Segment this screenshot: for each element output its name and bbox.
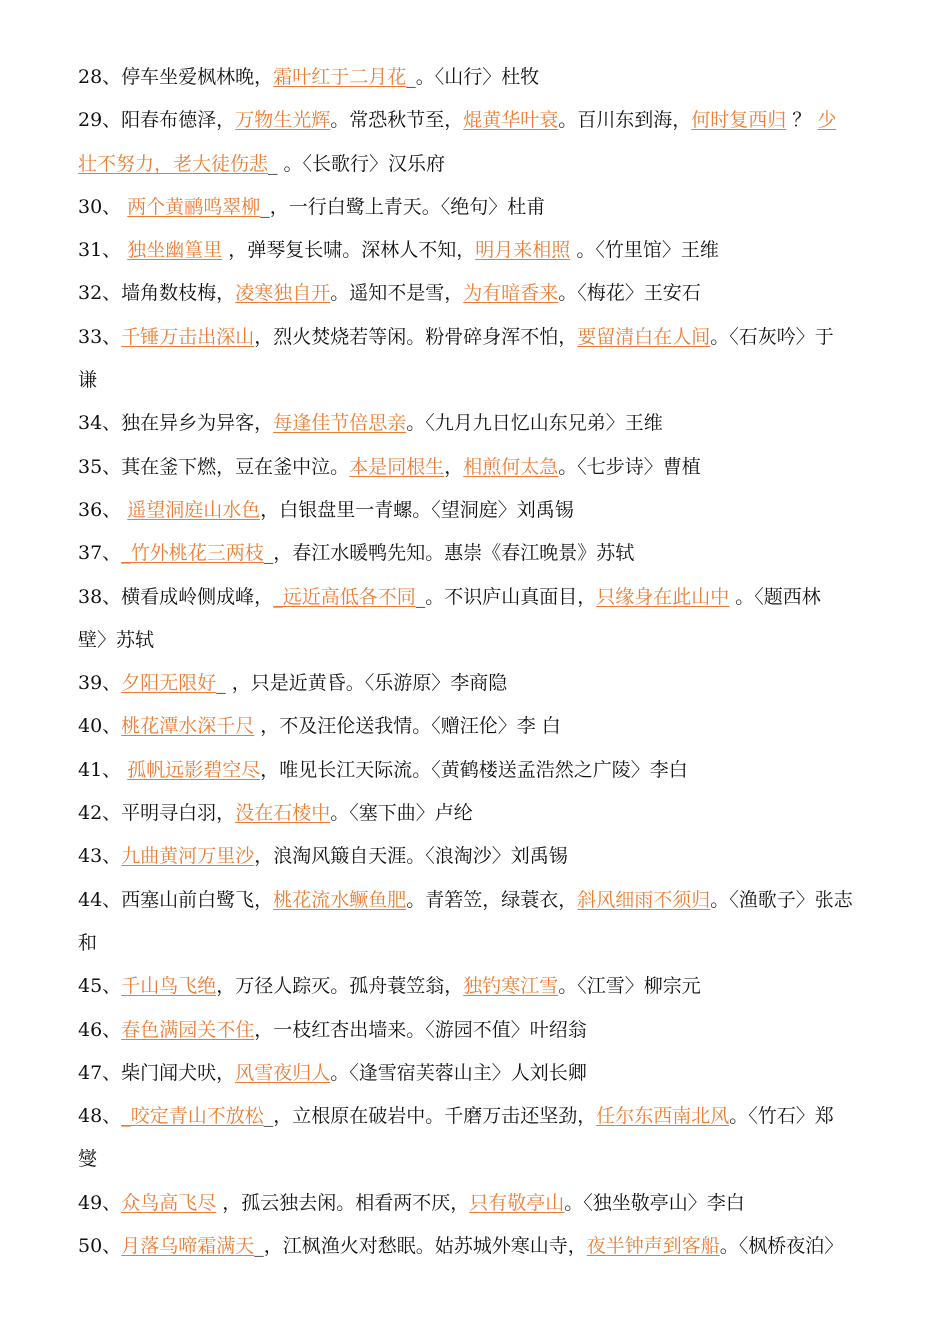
- poem-text: ，: [444, 455, 464, 478]
- answer-text: _远近高低各不同: [273, 585, 416, 608]
- poem-text: ，烈火焚烧若等闲。粉骨碎身浑不怕，: [254, 325, 578, 348]
- poem-text: 。青箬笠，绿蓑衣，: [406, 888, 578, 911]
- poem-text: 。常恐秋节至，: [330, 109, 464, 132]
- poem-text: 31、: [78, 239, 128, 262]
- poem-text: 33、: [78, 325, 122, 348]
- poem-text: 49、: [78, 1191, 122, 1214]
- answer-text: 独钓寒江雪: [463, 975, 559, 998]
- poem-text: 。〈江雪〉柳宗元: [558, 975, 701, 998]
- answer-text: 月落乌啼霜满天: [121, 1235, 255, 1258]
- document-line: [78, 316, 920, 359]
- poem-text: 37、: [78, 542, 122, 565]
- poem-text: _ ，只是近黄昏。〈乐游原〉李商隐: [216, 672, 508, 695]
- answer-text: 壮不努力，老大徒伤悲: [78, 152, 269, 175]
- poem-text: ，万径人踪灭。孤舟蓑笠翁，: [216, 975, 464, 998]
- answer-text: _咬定青山不放松: [121, 1105, 264, 1128]
- answer-text: 每逢佳节倍思亲: [273, 412, 407, 435]
- document-line: [78, 1009, 920, 1052]
- poem-text: _，江枫渔火对愁眠。姑苏城外寒山寺，: [254, 1235, 587, 1258]
- poem-text: 。遥知不是雪，: [330, 282, 464, 305]
- answer-text: 众鸟高飞尽: [121, 1191, 217, 1214]
- answer-text: 遥望洞庭山水色: [127, 498, 261, 521]
- document-line: [78, 229, 920, 272]
- poem-text: 48、: [78, 1105, 122, 1128]
- answer-text: 桃花潭水深千尺: [121, 715, 255, 738]
- answer-text: 何时复西归: [691, 109, 787, 132]
- document-line: [78, 576, 920, 619]
- document-line: [78, 1225, 920, 1268]
- poem-text: 45、: [78, 975, 122, 998]
- document-line: [78, 662, 920, 705]
- poem-text: _，一行白鹭上青天。〈绝句〉杜甫: [260, 195, 546, 218]
- answer-text: 斜风细雨不须归: [577, 888, 711, 911]
- poem-text: 38、横看成岭侧成峰，: [78, 585, 274, 608]
- answer-text: 只有敬亭山: [469, 1191, 565, 1214]
- answer-text: 夕阳无限好: [121, 672, 217, 695]
- document-line: [78, 1052, 920, 1095]
- answer-text: 春色满园关不住: [121, 1018, 255, 1041]
- poem-text: 34、独在异乡为异客，: [78, 412, 274, 435]
- answer-text: 只缘身在此山中: [596, 585, 730, 608]
- poem-text: 。〈渔歌子〉张志: [710, 888, 853, 911]
- poem-text: _，立根原在破岩中。千磨万击还坚劲，: [263, 1105, 597, 1128]
- poem-text: 。〈逢雪宿芙蓉山主〉人刘长卿: [330, 1061, 587, 1084]
- poem-text: ，不及汪伦送我情。〈赠汪伦〉李 白: [254, 715, 561, 738]
- poem-text: 35、萁在釜下燃，豆在釜中泣。: [78, 455, 350, 478]
- answer-text: 孤帆远影碧空尽: [127, 758, 261, 781]
- answer-text: 任尔东西南北风: [596, 1105, 730, 1128]
- poem-text: 43、: [78, 845, 122, 868]
- answer-text: 九曲黄河万里沙: [121, 845, 255, 868]
- document-line: [78, 99, 920, 142]
- poem-text: 44、西塞山前白鹭飞，: [78, 888, 274, 911]
- answer-text: 千山鸟飞绝: [121, 975, 217, 998]
- document-line: [78, 1095, 920, 1138]
- poem-text: 42、平明寻白羽，: [78, 802, 236, 825]
- poem-text: 谦: [78, 369, 98, 392]
- document-line: [78, 272, 920, 315]
- answer-text: 相煎何太急: [463, 455, 559, 478]
- poem-text: 39、: [78, 672, 122, 695]
- answer-text: 为有暗香来: [463, 282, 559, 305]
- poem-text: ，孤云独去闲。相看两不厌，: [216, 1191, 470, 1214]
- answer-text: 少: [817, 109, 837, 132]
- document-line: [78, 965, 920, 1008]
- poem-text: ，浪淘风簸自天涯。〈浪淘沙〉刘禹锡: [254, 845, 568, 868]
- document-line: [78, 56, 920, 99]
- poem-text: 30、: [78, 195, 128, 218]
- poem-text: ，弹琴复长啸。深林人不知，: [222, 239, 476, 262]
- answer-text: 本是同根生: [349, 455, 445, 478]
- answer-text: 要留清白在人间: [577, 325, 711, 348]
- document-line: [78, 619, 920, 662]
- poem-text: _。不识庐山真面目，: [415, 585, 597, 608]
- poem-text: 。〈独坐敬亭山〉李白: [564, 1191, 745, 1214]
- document-line: [78, 835, 920, 878]
- document-line: [78, 532, 920, 575]
- answer-text: 焜黄华叶衰: [463, 109, 559, 132]
- answer-text: _竹外桃花三两枝: [121, 542, 264, 565]
- answer-text: 风雪夜归人: [235, 1061, 331, 1084]
- poem-text: 燮: [78, 1148, 98, 1171]
- poem-text: 。〈七步诗〉曹植: [558, 455, 701, 478]
- poem-text: 。〈九月九日忆山东兄弟〉王维: [406, 412, 663, 435]
- document-line: [78, 1182, 920, 1225]
- poem-fill-in-document: [78, 56, 920, 1268]
- poem-text: 。〈石灰吟〉于: [710, 325, 834, 348]
- poem-text: _。〈山行〉杜牧: [406, 66, 540, 88]
- poem-text: 50、: [78, 1235, 122, 1258]
- poem-text: 。〈竹石〉郑: [729, 1105, 834, 1128]
- poem-text: 40、: [78, 715, 122, 738]
- document-line: [78, 446, 920, 489]
- poem-text: 。百川东到海，: [558, 109, 692, 132]
- poem-text: 。〈竹里馆〉王维: [570, 239, 719, 262]
- answer-text: 没在石棱中: [235, 802, 331, 825]
- document-line: [78, 879, 920, 922]
- answer-text: 两个黄鹂鸣翠柳: [127, 195, 261, 218]
- poem-text: 29、阳春布德泽，: [78, 109, 236, 132]
- poem-text: 。〈塞下曲〉卢纶: [330, 802, 473, 825]
- poem-text: ？: [786, 109, 818, 132]
- poem-text: _ 。〈长歌行〉汉乐府: [268, 152, 446, 175]
- document-line: [78, 1138, 920, 1181]
- poem-text: 和: [78, 931, 98, 954]
- document-line: [78, 749, 920, 792]
- answer-text: 千锤万击出深山: [121, 325, 255, 348]
- poem-text: 46、: [78, 1018, 122, 1041]
- document-line: [78, 922, 920, 965]
- poem-text: 壁〉苏轼: [78, 628, 155, 651]
- answer-text: 霜叶红于二月花: [273, 66, 407, 88]
- poem-text: 。〈梅花〉王安石: [558, 282, 701, 305]
- answer-text: 万物生光辉: [235, 109, 331, 132]
- poem-text: ，白银盘里一青螺。〈望洞庭〉刘禹锡: [260, 498, 574, 521]
- document-line: [78, 792, 920, 835]
- poem-text: ，一枝红杏出墙来。〈游园不值〉叶绍翁: [254, 1018, 587, 1041]
- answer-text: 夜半钟声到客船: [586, 1235, 720, 1258]
- document-line: [78, 359, 920, 402]
- document-line: [78, 705, 920, 748]
- document-line: [78, 489, 920, 532]
- poem-text: ，唯见长江天际流。〈黄鹤楼送孟浩然之广陵〉李白: [260, 758, 688, 781]
- document-line: [78, 186, 920, 229]
- poem-text: _，春江水暖鸭先知。惠崇《春江晚景》苏轼: [263, 542, 635, 565]
- poem-text: 47、柴门闻犬吠，: [78, 1061, 236, 1084]
- poem-text: 41、: [78, 758, 128, 781]
- poem-text: 。〈枫桥夜泊〉: [719, 1235, 844, 1258]
- answer-text: 独坐幽篁里: [127, 239, 223, 262]
- document-line: [78, 143, 920, 186]
- poem-text: 28、停车坐爱枫林晚，: [78, 66, 274, 88]
- answer-text: 明月来相照: [475, 239, 571, 262]
- poem-text: 。〈题西林: [729, 585, 821, 608]
- poem-text: 36、: [78, 498, 128, 521]
- answer-text: 桃花流水鳜鱼肥: [273, 888, 407, 911]
- poem-text: 32、墙角数枝梅，: [78, 282, 236, 305]
- answer-text: 凌寒独自开: [235, 282, 331, 305]
- document-line: [78, 402, 920, 445]
